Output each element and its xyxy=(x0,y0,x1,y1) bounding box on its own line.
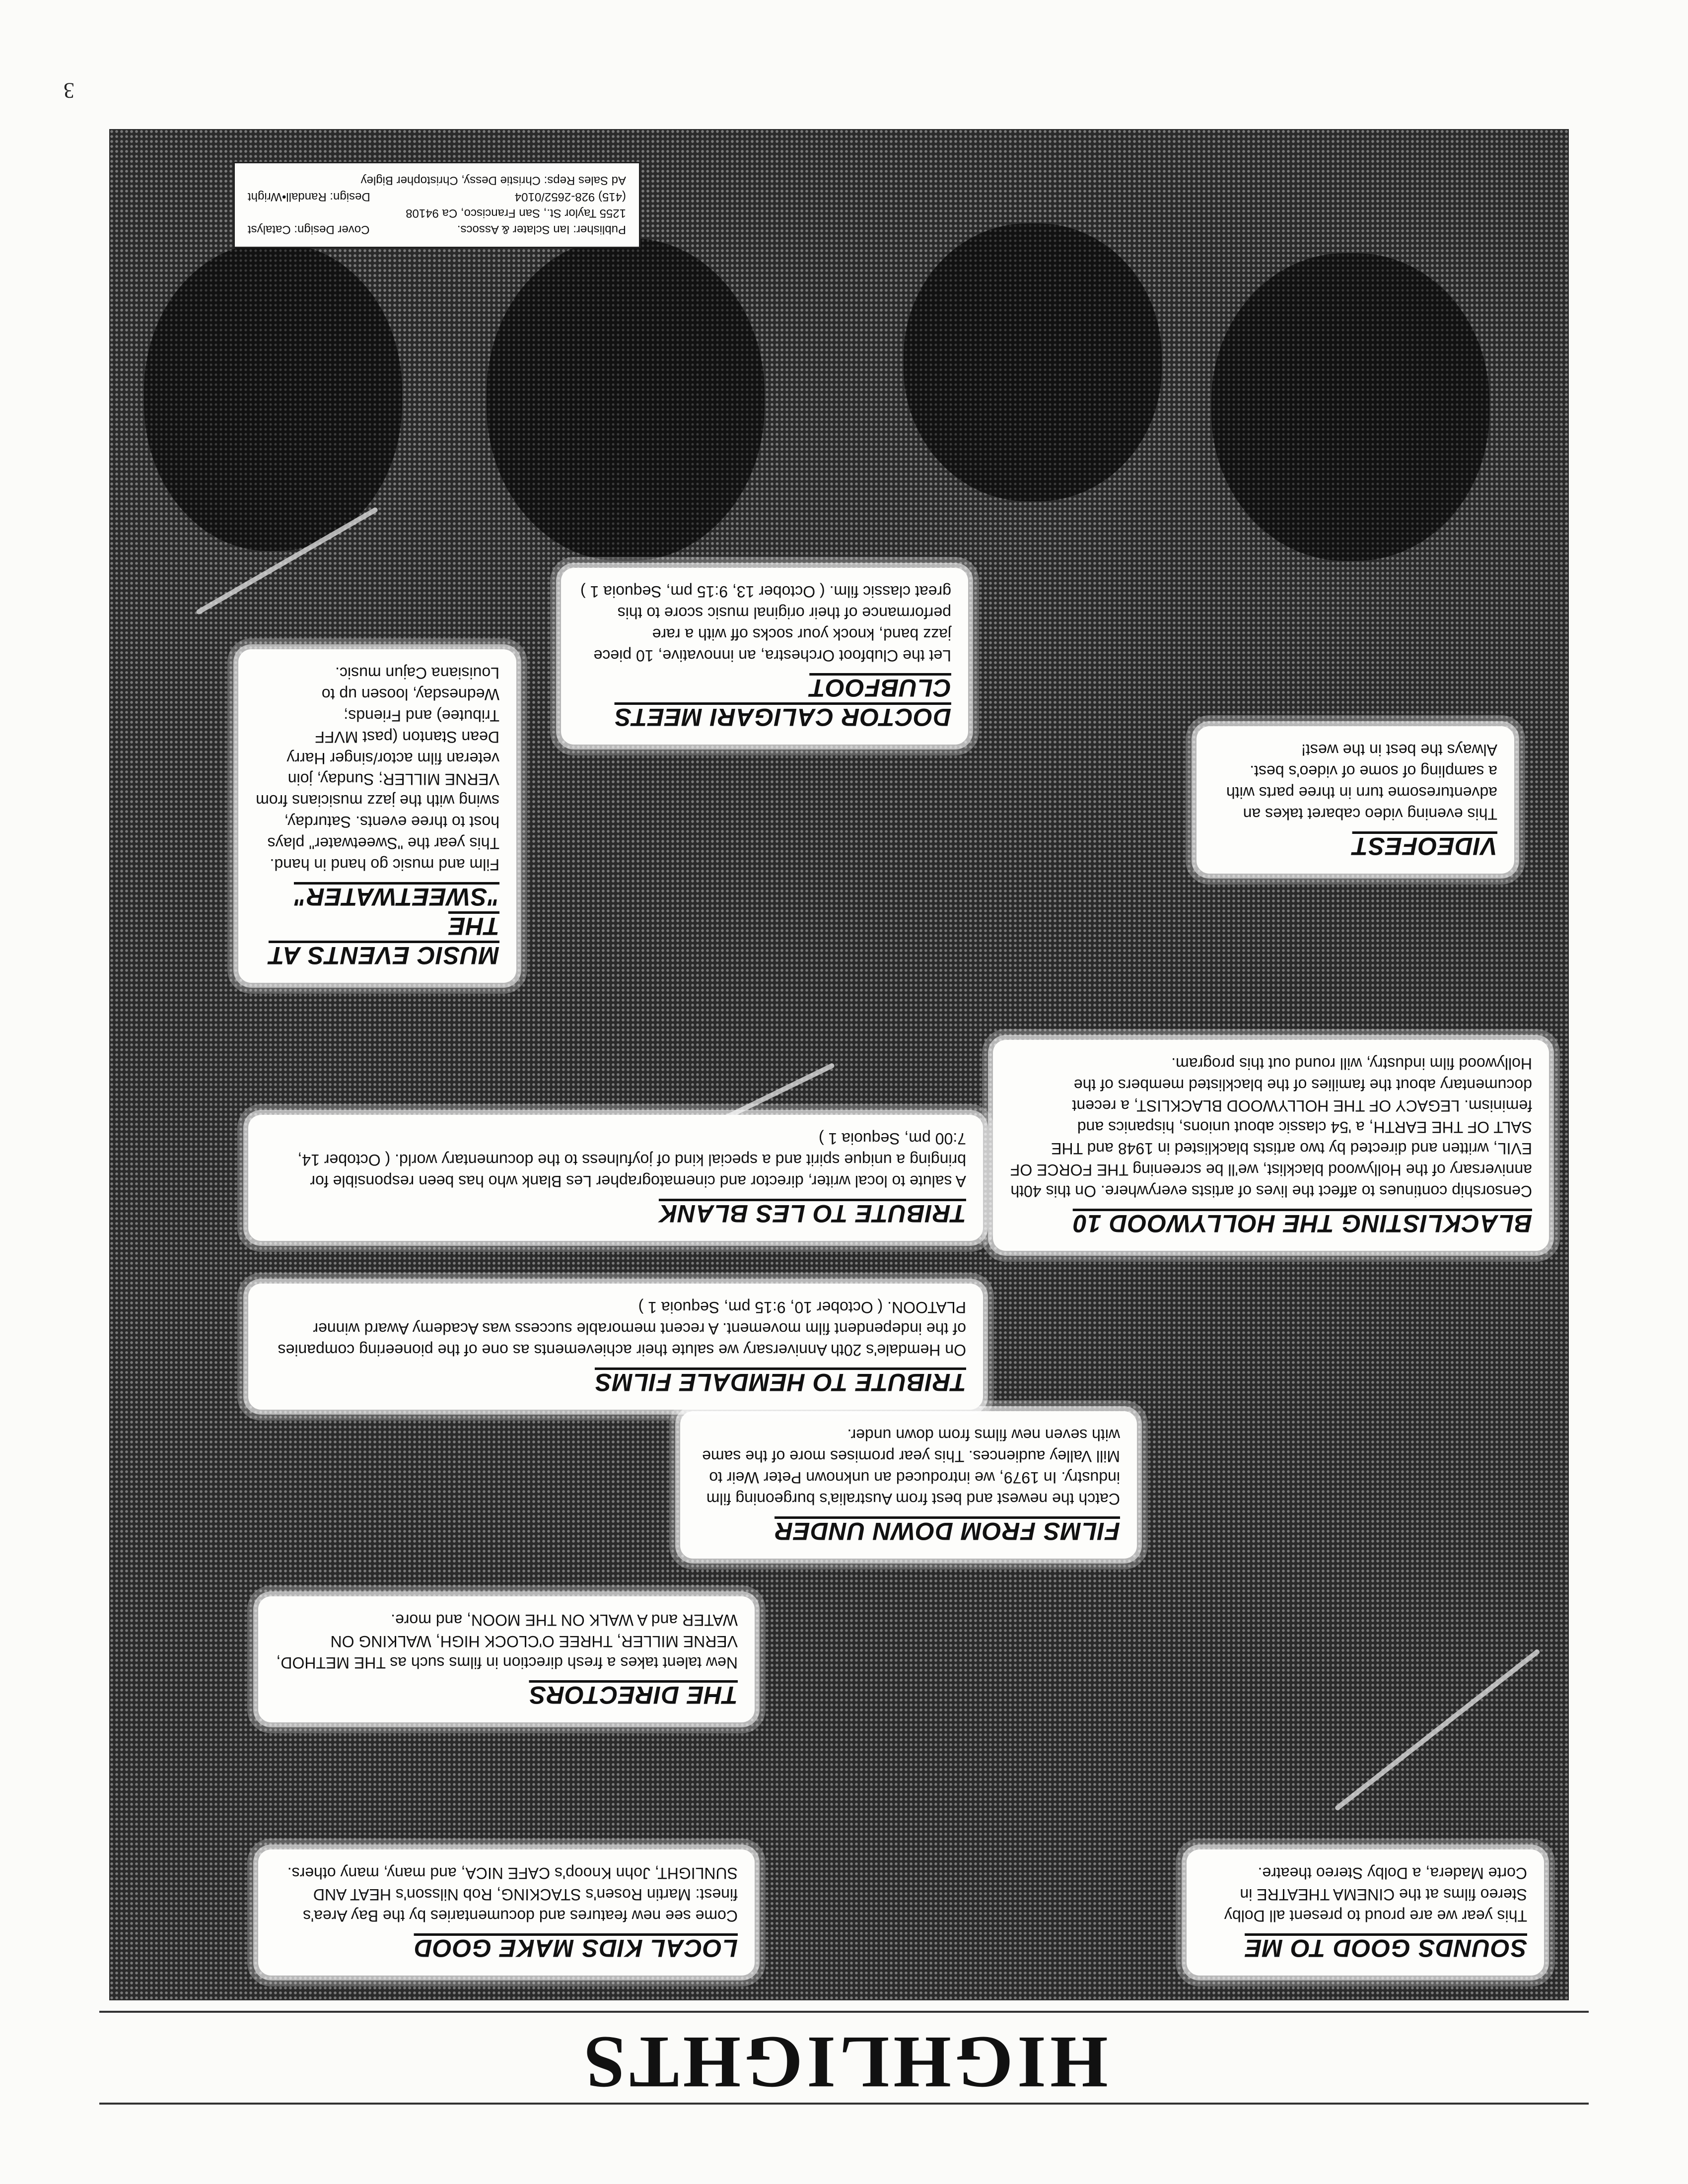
credits-ad-sales: Ad Sales Reps: Christie Dessy, Christopher Bigley xyxy=(360,173,626,187)
section-title: SOUNDS GOOD TO ME xyxy=(1245,1934,1527,1962)
credits-box xyxy=(233,162,640,248)
section-body: A salute to local writer, director and cinematographer Les Blank who has been responsible for bringing a unique spirit and a special kind of joyfulness to the documentary world. ( October 14, 7:00 pm, Sequoia 1 ) xyxy=(297,1130,966,1190)
header-rule-bottom xyxy=(99,2011,1589,2013)
section-title: DOCTOR CALIGARI MEETS CLUBFOOT xyxy=(614,674,951,731)
page-title: HIGHLIGHTS xyxy=(580,2021,1108,2104)
section-les-blank xyxy=(248,1115,983,1241)
section-body: New talent takes a fresh direction in films such as THE METHOD, VERNE MILLER, THREE O'CLOCK HIGH, WALKING ON WATER and A WALK ON THE MOON, and more. xyxy=(276,1611,738,1672)
section-body: This evening video cabaret takes an adventuresome turn in three parts with a sampling of some of video's best. Always the best in the west! xyxy=(1226,741,1497,823)
section-videofest xyxy=(1196,727,1514,874)
section-body: On Hemdale's 20th Anniversary we salute their achievements as one of the pioneering companies of the independent film movement. A recent memorable success was Academy Award winner PLATOON. ( October 10, 9:15 pm, Sequoia 1 ) xyxy=(278,1298,966,1359)
section-sounds-good xyxy=(1187,1849,1544,1976)
photo-shape xyxy=(487,238,765,561)
section-title: FILMS FROM DOWN UNDER xyxy=(774,1517,1120,1545)
section-title: TRIBUTE TO HEMDALE FILMS xyxy=(594,1368,966,1396)
section-caligari xyxy=(561,568,968,745)
section-body: Censorship continues to affect the lives of artists everywhere. On this 40th anniversary of the Hollywood blacklist, we'll be screening THE FORCE OF EVIL, written and directed by two artists blacklisted in 1948 and THE SALT OF THE EARTH, a '54 classic about unions, hispanics and feminism. LEGACY OF THE HOLLYWOOD BLACKLIST, a recent documentary about the families of the blacklisted members of the Hollywood film industry, will round out this program. xyxy=(1010,1054,1532,1200)
page-number: 3 xyxy=(64,78,74,103)
credits-address: 1255 Taylor St., San Francisco, Ca 94108 xyxy=(406,206,626,220)
credits-design: Design: Randall•Wright xyxy=(248,190,370,204)
section-title: TRIBUTE TO LES BLANK xyxy=(658,1200,966,1228)
section-title: BLACKLISTING THE HOLLYWOOD 10 xyxy=(1072,1210,1532,1237)
credits-publisher: Publisher: Ian Sclater & Assocs. xyxy=(457,223,626,236)
credits-phone: (415) 928-2652/0104 xyxy=(514,190,626,204)
section-body: Come see new features and documentaries by the Bay Area's finest: Martin Rosen's STACKING, Rob Nilsson's HEAT AND SUNLIGHT, John Knoop's CAFE NICA, and many, many others. xyxy=(287,1864,738,1925)
section-title: THE DIRECTORS xyxy=(529,1681,738,1709)
credits-cover-design: Cover Design: Catalyst xyxy=(248,223,370,236)
section-hemdale xyxy=(248,1284,983,1410)
section-title: MUSIC EVENTS AT THE "SWEETWATER" xyxy=(268,883,499,969)
section-blacklisting xyxy=(993,1040,1549,1251)
photo-shape xyxy=(904,223,1162,501)
section-sweetwater xyxy=(238,649,516,983)
photo-streak xyxy=(1334,1648,1541,1811)
section-directors xyxy=(258,1596,755,1722)
section-title: LOCAL KIDS MAKE GOOD xyxy=(414,1934,738,1962)
photo-shape xyxy=(1211,253,1489,561)
section-body: This year we are proud to present all Dolby Stereo films at the CINEMA THEATRE in Corte Madera, a Dolby Stereo theatre. xyxy=(1224,1864,1527,1925)
section-body: Film and music go hand in hand. This year the "Sweetwater" plays host to three events. Saturday, swing with the jazz musicians from VERNE MILLER; Sunday, join veteran film actor/singer Harry Dean Stanton (past MVFF Tributee) and Friends; Wednesday, loosen up to Louisiana Cajun music. xyxy=(256,664,499,874)
section-local-kids xyxy=(258,1849,755,1976)
section-body: Catch the newest and best from Australia's burgeoning film industry. In 1979, we introduced an unknown Peter Weir to Mill Valley audiences. This year promises more of the same with seven new films from down under. xyxy=(702,1426,1120,1508)
photo-shape xyxy=(144,243,402,551)
section-title: VIDEOFEST xyxy=(1352,832,1497,860)
section-body: Let the Clubfoot Orchestra, an innovative, 10 piece jazz band, knock your socks off with a rare performance of their original music score to this great classic film. ( October 13, 9:15 pm, Sequoia 1 ) xyxy=(580,583,951,665)
section-down-under xyxy=(680,1412,1137,1559)
